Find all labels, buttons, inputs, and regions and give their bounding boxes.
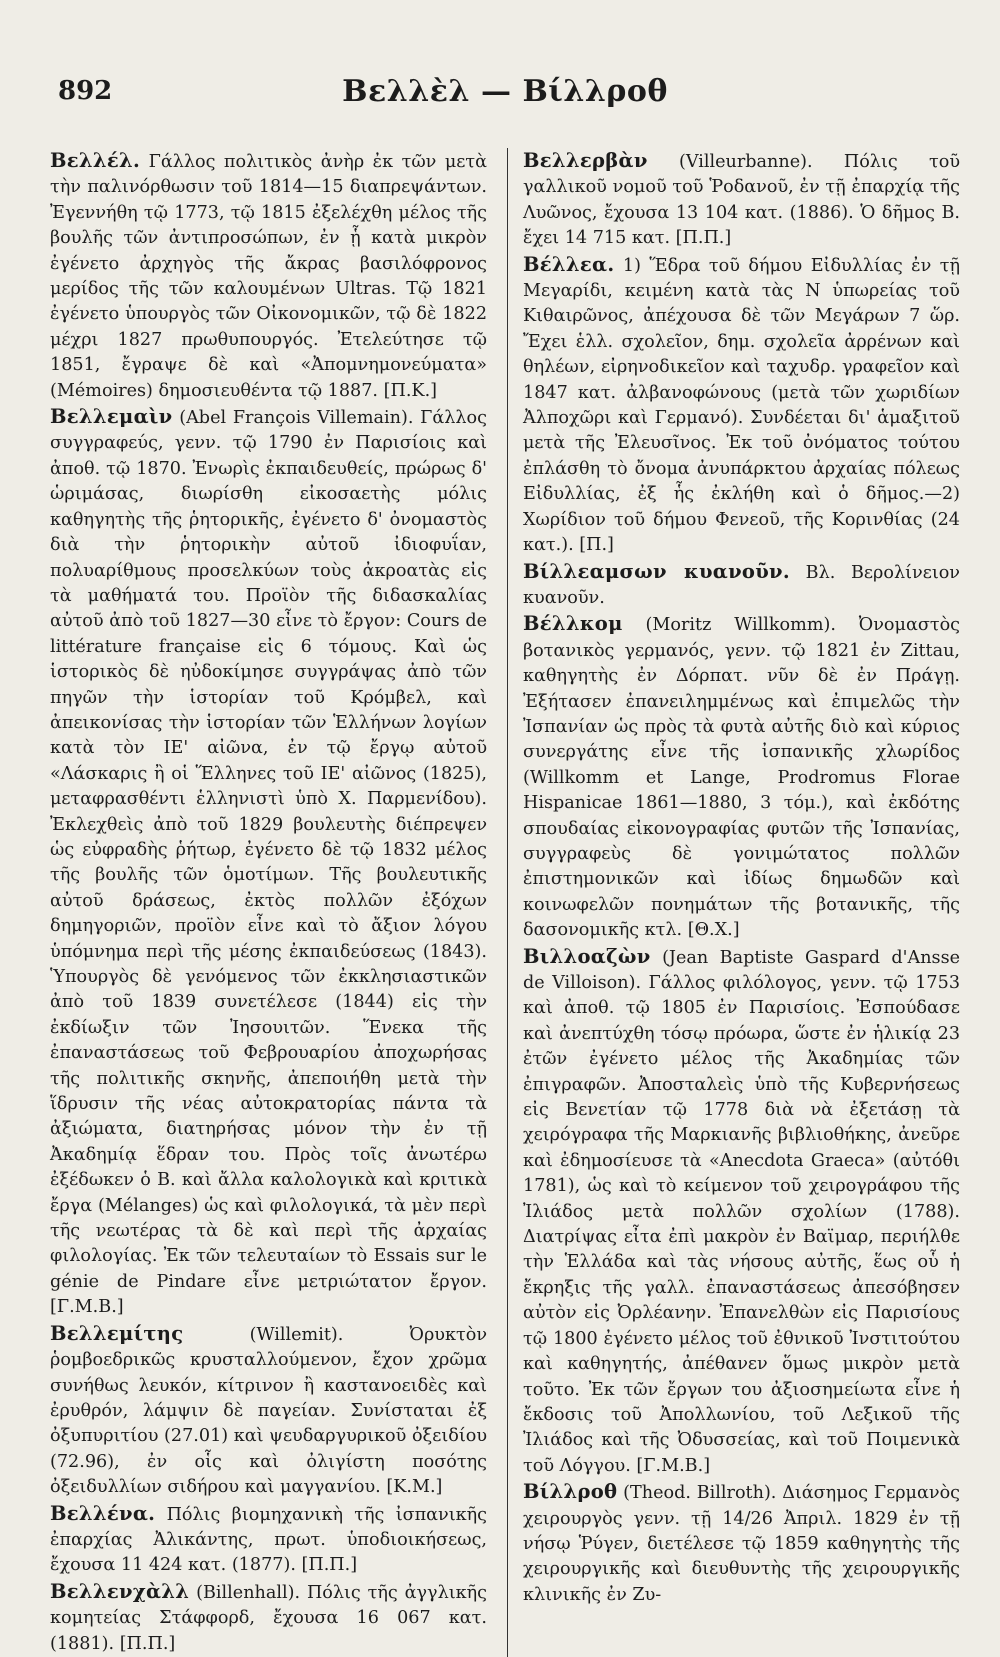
entry (50, 1579, 487, 1657)
entry-text: Γάλλος πολιτικὸς ἀνὴρ ἐκ τῶν μετὰ τὴν παλινόρθωσιν τοῦ 1814—15 διαπρεψάντων. Ἐγεννήθη τῷ 1773, τῷ 1815 ἐξελέχθη μέλος τῆς βουλῆς τῶν ἀντιπροσώπων, ἐν ᾗ κατὰ μικρὸν ἐγένετο ἀρχηγὸς τῆς ἄκρας βασιλόφρονος μερίδος τῆς τῶν καλουμένων Ultras. Τῷ 1821 ἐγένετο ὑπουργὸς τῶν Οἰκονομικῶν, τῷ δὲ 1822 μέχρι 1827 πρωθυπουργός. Ἐτελεύτησε τῷ 1851, ἔγραψε δὲ καὶ «Ἀπομνημονεύματα» (Mémoires) δημοσιευθέντα τῷ 1887. [Π.Κ.] (50, 152, 488, 401)
entry-text: (Billenhall). Πόλις τῆς ἀγγλικῆς κομητείας Στάφφορδ, ἔχουσα 16 067 κατ. (1881). [Π.Π.] (50, 1582, 488, 1654)
entry (50, 1321, 487, 1501)
page-number: 892 (58, 76, 113, 106)
entry-text: (Villeurbanne). Πόλις τοῦ γαλλικοῦ νομοῦ τοῦ Ῥοδανοῦ, ἐν τῇ ἐπαρχίᾳ τῆς Λυῶνος, ἔχουσα 13 104 κατ. (1886). Ὁ δῆμος Β. ἔχει 14 715 κατ. [Π.Π.] (523, 152, 961, 249)
entry-text: (Moritz Willkomm). Ὀνομαστὸς βοτανικὸς γερμανός, γενν. τῷ 1821 ἐν Zittau, καθηγητὴς ἐν Δόρπατ. νῦν δὲ ἐν Πράγῃ. Ἐξήτασεν ἐπανειλημμένως καὶ ἐπιμελῶς τὴν Ἰσπανίαν ὡς πρὸς τὰ φυτὰ αὐτῆς διὸ καὶ κύριος συνεργάτης εἶνε τῆς ἰσπανικῆς χλωρίδος (Willkomm et Lange, Prodromus Florae Hispanicae 1861—1880, 3 τόμ.), καὶ ἐκδότης σπουδαίας εἰκονογραφίας φυτῶν τῆς Ἰσπανίας, συγγραφεὺς δὲ γονιμώτατος πολλῶν ἐπιστημονικῶν καὶ ἰδίως δημωδῶν καὶ κοινωφελῶν πονημάτων τῆς βοτανικῆς, τῆς δασονομικῆς κτλ. [Θ.Χ.] (523, 615, 961, 941)
entry-headword: Βίλλροθ (523, 1480, 618, 1504)
entry-headword: Βελλέλ. (50, 149, 141, 172)
entry (50, 148, 487, 404)
entry-text: Βλ. Βερολίνειον κυανοῦν. (523, 562, 961, 608)
column-divider (507, 148, 508, 1657)
entry (523, 944, 960, 1480)
entry-headword: Βελλένα. (50, 1501, 156, 1525)
entry (50, 404, 487, 1321)
entry-text: (Jean Baptiste Gaspard d'Ansse de Villoison). Γάλλος φιλόλογος, γενν. τῷ 1753 καὶ ἀποθ. τῷ 1805 ἐν Παρισίοις. Ἐσπούδασε καὶ ἀνεπτύχθη τόσῳ πρόωρα, ὥστε ἐν ἡλικίᾳ 23 ἐτῶν ἐγένετο μέλος τῆς Ἀκαδημίας τῶν ἐπιγραφῶν. Ἀποσταλεὶς ὑπὸ τῆς Κυβερνήσεως εἰς Βενετίαν τῷ 1778 διὰ νὰ ἐξετάσῃ τὰ χειρόγραφα τῆς Μαρκιανῆς βιβλιοθήκης, ἀνεῦρε καὶ ἐδημοσίευσε τὰ «Anecdota Graeca» (αὐτόθι 1781), ὡς καὶ τὸ κείμενον τοῦ χειρογράφου τῆς Ἰλιάδος μετὰ πολλῶν σχολίων (1788). Διατρίψας εἶτα ἐπὶ μακρὸν ἐν Βαϊμαρ, περιήλθε τὴν Ἑλλάδα καὶ τὰς νήσους αὐτῆς, ἕως οὗ ἡ ἔκρηξις τῆς γαλλ. ἐπαναστάσεως ἀπεσόβησεν αὐτὸν εἰς Ὀρλέανην. Ἐπανελθὼν εἰς Παρισίους τῷ 1800 ἐγένετο μέλος τοῦ ἐθνικοῦ Ἰνστιτούτου καὶ καθηγητής, ἀπέθανεν ὅμως μικρὸν μετὰ τοῦτο. Ἐκ τῶν ἔργων του ἀξιοσημείωτα εἶνε ἡ ἔκδοσις τοῦ Ἀπολλωνίου, τοῦ Λεξικοῦ τῆς Ἰλιάδος καὶ τῆς Ὀδυσσείας, καὶ τοῦ Ποιμενικὰ τοῦ Λόγγου. [Γ.Μ.Β.] (523, 947, 961, 1476)
entry-headword: Βιλλοαζὼν (523, 944, 651, 968)
column-left (50, 148, 487, 1657)
page-header (50, 68, 960, 116)
entry-headword: Βελλερβὰν (523, 149, 648, 172)
entry-text: (Willemit). Ὀρυκτὸν ῥομβοεδρικῶς κρυσταλλούμενον, ἔχον χρῶμα συνήθως λευκόν, κίτρινον ἢ καστανοειδὲς καὶ ἐρυθρόν, λάμψιν δὲ παγείαν. Συνίσταται ἐξ ὀξυπυριτίου (27.01) καὶ ψευδαργυρικοῦ ὀξειδίου (72.96), ἐν οἷς καὶ ὀλιγίστη ποσότης ὀξειδυλλίων σιδήρου καὶ μαγγανίου. [Κ.Μ.] (50, 1324, 488, 1498)
entry (50, 1501, 487, 1579)
entry (523, 611, 960, 943)
entry-text: (Abel François Villemain). Γάλλος συγγραφεύς, γενν. τῷ 1790 ἐν Παρισίοις καὶ ἀποθ. τῷ 1870. Ἐνωρὶς ἐκπαιδευθείς, πρώρως δ' ὡριμάσας, διωρίσθη εἰκοσαετὴς μόλις καθηγητὴς τῆς ῥητορικῆς, ἐγένετο δ' ὀνομαστὸς διὰ τὴν ῥητορικὴν αὐτοῦ ἰδιοφυΐαν, πολυαρίθμους προσελκύων τοὺς ἀκροατὰς εἰς τὰ μαθήματά του. Προϊὸν τῆς διδασκαλίας αὐτοῦ ἀπὸ τοῦ 1827—30 εἶνε τὸ ἔργον: Cours de littérature française εἰς 6 τόμους. Καὶ ὡς ἱστορικὸς δὲ ηὐδοκίμησε συγγράψας ἀπὸ τῶν πηγῶν τὴν ἱστορίαν τοῦ Κρόμβελ, καὶ ἀπεικονίσας τὴν ἱστορίαν τῶν Ἑλλήνων λογίων κατὰ τὸν ΙΕ' αἰῶνα, ἐν τῷ ἔργῳ αὐτοῦ «Λάσκαρις ἢ οἱ Ἕλληνες τοῦ ΙΕ' αἰῶνος (1825), μεταφρασθέντι ἑλληνιστὶ ὑπὸ Χ. Παρμενίδου). Ἐκλεχθεὶς ἀπὸ τοῦ 1829 βουλευτὴς διέπρεψεν ὡς εὐφραδὴς ῥήτωρ, ἐγένετο δὲ τῷ 1832 μέλος τῆς βουλῆς τῶν ὁμοτίμων. Τῆς βουλευτικῆς αὐτοῦ δράσεως, ἐκτὸς πολλῶν ἐξόχων δημηγοριῶν, προϊὸν εἶνε καὶ τὸ ἄξιον λόγου ὑπόμνημα περὶ τῆς μέσης ἐκπαιδεύσεως (1843). Ὑπουργὸς δὲ γενόμενος τῶν ἐκκλησιαστικῶν ἀπὸ τοῦ 1839 συνετέλεσε (1844) εἰς τὴν ἐκδίωξιν τῶν Ἰησουιτῶν. Ἕνεκα τῆς ἐπαναστάσεως τοῦ Φεβρουαρίου ἀποχωρήσας τῆς πολιτικῆς σκηνῆς, ἀπεποιήθη μετὰ τὴν ἵδρυσιν τῆς νέας αὐτοκρατορίας πάντα τὰ ἀξιώματα, διατηρήσας μόνον τὴν ἐν τῇ Ἀκαδημίᾳ ἕδραν του. Πρὸς τοῖς ἀνωτέρω ἐξέδωκεν ὁ Β. καὶ ἄλλα καλολογικὰ καὶ κριτικὰ ἔργα (Mélanges) ὡς καὶ φιλολογικά, τὰ μὲν περὶ τῆς νεωτέρας τὰ δὲ καὶ περὶ τῆς ἀρχαίας φιλολογίας. Ἐκ τῶν τελευταίων τὸ Essais sur le génie de Pindare εἶνε μετριώτατον ἔργον. [Γ.Μ.Β.] (50, 408, 488, 1318)
entry-headword: Βελλενχὰλλ (50, 1579, 190, 1603)
entry (523, 148, 960, 252)
entry-headword: Βελλεμαὶν (50, 405, 173, 429)
columns (50, 148, 960, 1657)
running-head: Βελλὲλ — Βίλλροθ (342, 74, 668, 109)
entry (523, 252, 960, 559)
entry (523, 559, 960, 612)
entry-headword: Βέλλεα. (523, 252, 615, 276)
column-right (523, 148, 960, 1657)
entry-headword: Βέλλκομ (523, 612, 623, 636)
entry-headword: Βελλεμίτης (50, 1321, 184, 1345)
entry-text: (Theod. Billroth). Διάσημος Γερμανὸς χειρουργὸς γενν. τῇ 14/26 Ἀπριλ. 1829 ἐν τῇ νήσῳ Ῥύγεν, διετέλεσε τῷ 1859 καθηγητὴς τῆς χειρουργικῆς καὶ διευθυντὴς τῆς χειρουργικῆς κλινικῆς ἐν Ζυ- (523, 1483, 961, 1605)
entry (523, 1479, 960, 1608)
entry-headword: Βίλλεαμσων κυανοῦν. (523, 559, 790, 583)
entry-text: Πόλις βιομηχανικὴ τῆς ἰσπανικῆς ἐπαρχίας Ἀλικάντης, πρωτ. ὑποδιοικήσεως, ἔχουσα 11 424 κατ. (1877). [Π.Π.] (50, 1504, 488, 1576)
entry-text: 1) Ἕδρα τοῦ δήμου Εἰδυλλίας ἐν τῇ Μεγαρίδι, κειμένη κατὰ τὰς Ν ὑπωρείας τοῦ Κιθαιρῶνος, ἀπέχουσα δὲ τῶν Μεγάρων 7 ὥρ. Ἔχει ἑλλ. σχολεῖον, δημ. σχολεῖα ἀρρένων καὶ θηλέων, εἰρηνοδικεῖον καὶ ταχυδρ. γραφεῖον καὶ 1847 κατ. ἀλβανοφώνους (μετὰ τῶν χωριδίων Ἀλποχῶρι καὶ Γερμανό). Συνδέεται δι' ἁμαξιτοῦ μετὰ τῆς Ἐλευσῖνος. Ἐκ τοῦ ὀνόματος τούτου ἐπλάσθη τὸ ὄνομα ἀνυπάρκτου ἀρχαίας πόλεως Εἰδυλλίας, ἐξ ἧς ἐκλήθη καὶ ὁ δῆμος.—2) Χωρίδιον τοῦ δήμου Φενεοῦ, τῆς Κορινθίας (24 κατ.). [Π.] (523, 255, 961, 556)
